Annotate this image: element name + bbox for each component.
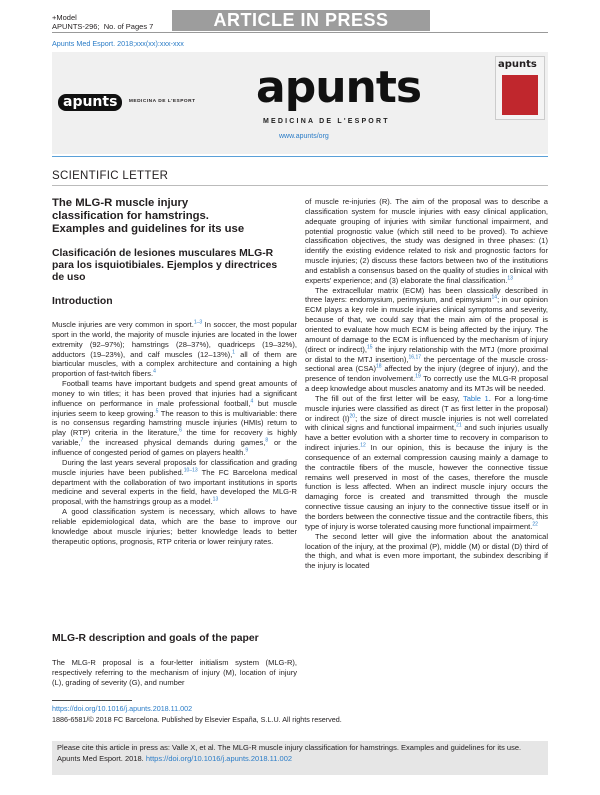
article-in-press-banner: ARTICLE IN PRESS	[172, 10, 430, 31]
cover-image	[502, 75, 538, 115]
title-es-line: de uso	[52, 272, 86, 283]
paragraph: The extracellular matrix (ECM) has been classically described in three layers: endomysium, perimysium, and epimysium$^{14}$; in our opinion ECM plays a key role in muscle injuries clinical symptoms and severity, because of that, we could say that the main aim of the proposal is oriented to evaluate how much ECM is being affected by the injury. The amount of damage to the ECM is influenced by the mechanism of injury (direct or indirect),$^{15}$ the injury relationship with the MTJ (more proximal or distal to the MTJ insertion),$^{16,17}$ the percentage of the muscle cross-sectional area (CSA)$^{18}$ affected by the injury (degree of injury), and the presence of tendon involvement.$^{19}$ To correctly use the MLG-R proposal a deep knowledge about muscles anatomy and its MTJs will be needed.	[305, 285, 548, 394]
small-logo-mark: apunts	[58, 94, 122, 111]
article-code	[52, 22, 153, 31]
cite-text: Please cite this article in press as: Valle X, et al. The MLG-R muscle injury classification for hamstrings. Examples and guidelines for its use. Apunts Med Esport. 2018.	[57, 743, 522, 763]
heading-mlgr-description: MLG-R description and goals of the paper	[52, 633, 259, 644]
journal-citation[interactable]: Apunts Med Esport. 2018;xxx(xx):xxx-xxx	[52, 39, 184, 48]
small-logo	[58, 93, 196, 111]
title-line: Examples and guidelines for its use	[52, 223, 245, 235]
article-title	[52, 197, 297, 236]
paragraph: During the last years several proposals for classification and grading muscle injuries have been published.$^{10-13}$ The FC Barcelona medical department with the collaboration of two important institutions in sports medicine and several experts in the field, have developed the MLG-R proposal, with the hamstrings group as a model.$^{13}$	[52, 457, 297, 507]
cite-box	[52, 741, 548, 775]
model-tag: +Model	[52, 13, 77, 22]
section-type: SCIENTIFIC LETTER	[52, 170, 169, 182]
header-rule	[52, 32, 548, 33]
table-1-link[interactable]: Table 1	[462, 393, 489, 403]
left-column-text-2	[52, 658, 297, 688]
title-es-line: para los isquiotibiales. Ejemplos y directrices	[52, 260, 278, 271]
paragraph: of muscle re-injuries (R). The aim of the proposal was to describe a classification system for muscle injuries with easy clinical application, adequate grouping of injuries with similar functional impairment, and potential prognostic value (which still need to be proved). To achieve classification objectives, the study was designed in three phases: (1) identify the existing evidence related to risk and prognostic factors for muscle injuries; (2) discuss these factors between two of the institutions and establish a consensus based on the quality of studies in clinical with experts' experience; and (3) elaborate the final classification.$^{13}$	[305, 197, 548, 285]
heading-introduction: Introduction	[52, 296, 113, 307]
paragraph: The fill out of the first letter will be easy, Table 1. For a long-time muscle injuries were classified as direct (T as first letter in the proposal) or indirect (I)$^{20}$; the size of direct muscle injuries is not well correlated with clinical signs and functional impairment,$^{21}$ and such injuries usually have a better evolution with a shorter time to recovery in comparison to indirect injuries.$^{12}$ In our opinion, this is because the injury is the consequence of an external compression causing mainly a damage to the contractile fibers of the muscle, however the connective tissue remains well preserved in most of the cases, therefore the muscle function is less affected. When an indirect muscle injury occurs the damaging force is created and transmitted through the muscle connective tissue causing an injury to the connective tissue itself or in the borders between the connective tissue and the contractile fibers, this type of injury is worse tolerated causing more functional impairment.$^{22}$	[305, 393, 548, 531]
title-line: classification for hamstrings.	[52, 210, 209, 222]
doi-link[interactable]: https://doi.org/10.1016/j.apunts.2018.11.002	[52, 704, 193, 713]
page-count: No. of Pages 7	[103, 22, 154, 31]
right-column-text	[305, 197, 548, 571]
journal-logo: apunts	[256, 62, 422, 113]
article-title-spanish	[52, 248, 297, 284]
cite-doi-link[interactable]: https://doi.org/10.1016/j.apunts.2018.11.002	[145, 753, 293, 763]
journal-cover	[495, 56, 545, 120]
title-line: The MLG-R muscle injury	[52, 197, 189, 209]
masthead-rule	[52, 156, 548, 157]
small-logo-subtitle: MEDICINA DE L'ESPORT	[128, 99, 196, 105]
paragraph: A good classification system is necessary, which allows to have reliable epidemiological data, which are the base to improve our knowledge about muscle injuries; better knowledge leads to better therapeutic options, prognosis, RTP criteria or lower reinjury rates.	[52, 507, 297, 546]
copyright: 1886-6581/© 2018 FC Barcelona. Published by Elsevier España, S.L.U. All rights reserved.	[52, 715, 342, 724]
journal-logo-subtitle: MEDICINA DE L'ESPORT	[263, 118, 390, 125]
paragraph: The MLG-R proposal is a four-letter initialism system (MLG-R), respectively referring to the mechanism of injury (M), location of injury (L), grading of severity (G), and number	[52, 658, 297, 687]
title-es-line: Clasificación de lesiones musculares MLG-R	[52, 248, 274, 259]
paragraph: Football teams have important budgets and spend great amounts of money to win titles; it has been proved that injuries had a significant influence on performance in male professional football,$^4$ but muscle injuries seem to keep growing.$^5$ The reason to this is multivariable: there is no consensus regarding hamstring muscle injuries (HMIs) return to play (RTP) criteria in the literature,$^6$ the time for recovery is highly variable,$^7$ the increased physical demands during games,$^8$ or the influence of congested period of games on players health.$^9$	[52, 379, 297, 457]
section-rule	[52, 185, 548, 186]
paragraph: Muscle injuries are very common in sport.$^{1-3}$ In soccer, the most popular sport in the world, the majority of muscle injuries are located in the lower extremity (92–97%); hamstrings (28–37%), quadriceps (19–32%), adductors (19–23%), and calf muscles (12–13%),$^1$ all of them are biarticular muscles, with a complex architecture and containing a high proportion of fast-twitch fibers.$^4$	[52, 319, 298, 379]
cover-logo: apunts	[498, 59, 537, 70]
paragraph: The second letter will give the information about the anatomical location of the injury, at the proximal (P), middle (M) or distal (D) third of the thigh, and what is even more important, the subindex describing if the injury is located	[305, 531, 548, 571]
footnote-rule	[52, 700, 132, 701]
journal-url[interactable]: www.apunts/org	[279, 133, 329, 140]
left-column-text	[52, 320, 297, 546]
article-code-id: APUNTS-296;	[52, 22, 100, 31]
